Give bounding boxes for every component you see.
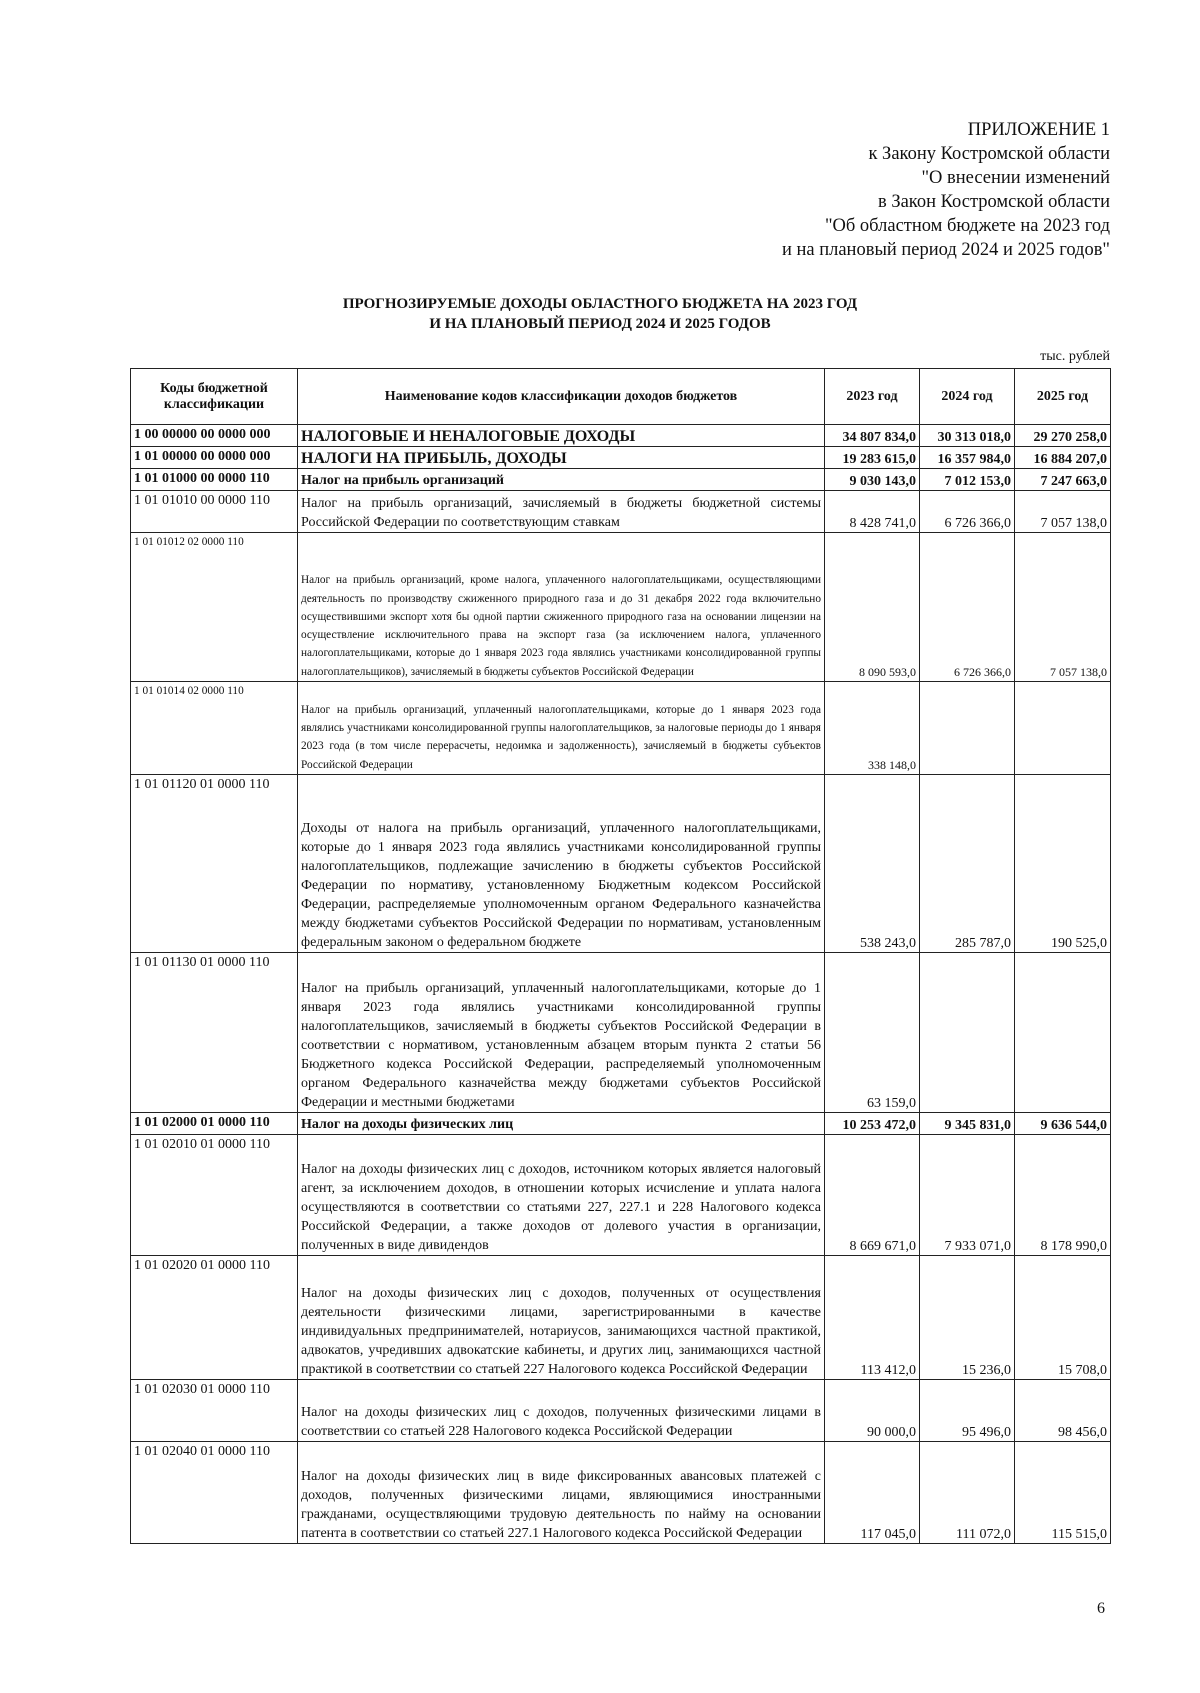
row-code: 1 01 00000 00 0000 000 <box>131 447 298 469</box>
row-2023: 113 412,0 <box>825 1256 920 1380</box>
row-2024: 7 012 153,0 <box>920 469 1015 491</box>
row-2023: 338 148,0 <box>825 682 920 775</box>
row-2024: 285 787,0 <box>920 775 1015 953</box>
row-2023: 8 428 741,0 <box>825 491 920 533</box>
table-row <box>131 425 1111 447</box>
row-2025: 16 884 207,0 <box>1015 447 1111 469</box>
row-2025 <box>1015 953 1111 1113</box>
row-2023: 538 243,0 <box>825 775 920 953</box>
row-name: Налог на доходы физических лиц с доходов, полученных физическими лицами в соответствии со статьей 228 Налогового кодекса Российской Федерации <box>298 1380 825 1442</box>
row-2025 <box>1015 682 1111 775</box>
row-2025: 29 270 258,0 <box>1015 425 1111 447</box>
row-name: Налог на доходы физических лиц <box>298 1113 825 1135</box>
table-row <box>131 953 1111 1113</box>
header-2023: 2023 год <box>825 369 920 425</box>
row-code: 1 01 02010 01 0000 110 <box>131 1135 298 1256</box>
row-2025: 15 708,0 <box>1015 1256 1111 1380</box>
row-code: 1 01 02040 01 0000 110 <box>131 1442 298 1544</box>
row-2023: 10 253 472,0 <box>825 1113 920 1135</box>
row-2025: 7 247 663,0 <box>1015 469 1111 491</box>
table-row <box>131 447 1111 469</box>
appendix-header <box>782 118 1110 262</box>
row-code: 1 01 02030 01 0000 110 <box>131 1380 298 1442</box>
row-name: Налог на доходы физических лиц с доходов, полученных от осуществления деятельности физическими лицами, зарегистрированными в качестве индивидуальных предпринимателей, нотариусов, занимающихся частной практикой, адвокатов, учредивших адвокатские кабинеты, и других лиц, занимающихся частной практикой в соответствии со статьей 227 Налогового кодекса Российской Федерации <box>298 1256 825 1380</box>
row-name: Налог на прибыль организаций, уплаченный налогоплательщиками, которые до 1 января 2023 года являлись участниками консолидированной группы налогоплательщиков, за налоговые периоды до 1 января 2023 года (в том числе перерасчеты, недоимка и задолженность), зачисляемый в бюджеты субъектов Российской Федерации <box>298 682 825 775</box>
row-2025: 98 456,0 <box>1015 1380 1111 1442</box>
units-label: тыс. рублей <box>1040 349 1110 364</box>
table-header-row <box>131 369 1111 425</box>
row-code: 1 01 01012 02 0000 110 <box>131 533 298 682</box>
row-2024: 95 496,0 <box>920 1380 1015 1442</box>
row-code: 1 01 01014 02 0000 110 <box>131 682 298 775</box>
row-2023: 63 159,0 <box>825 953 920 1113</box>
appendix-line: и на плановый период 2024 и 2025 годов" <box>781 240 1110 260</box>
row-name: НАЛОГОВЫЕ И НЕНАЛОГОВЫЕ ДОХОДЫ <box>298 425 825 447</box>
row-2024 <box>920 953 1015 1113</box>
row-name: Налог на доходы физических лиц с доходов, источником которых является налоговый агент, за исключением доходов, в отношении которых исчисление и уплата налога осуществляются в соответствии со статьями 227, 227.1 и 228 Налогового кодекса Российской Федерации, а также доходов от долевого участия в организации, полученных в виде дивидендов <box>298 1135 825 1256</box>
table-row <box>131 469 1111 491</box>
appendix-line: "Об областном бюджете на 2023 год <box>824 216 1110 236</box>
header-code: Коды бюджетной классификации <box>131 369 298 425</box>
header-2025: 2025 год <box>1015 369 1111 425</box>
row-2023: 19 283 615,0 <box>825 447 920 469</box>
row-2024: 9 345 831,0 <box>920 1113 1015 1135</box>
table-row <box>131 1442 1111 1544</box>
table-row <box>131 1135 1111 1256</box>
row-2025: 8 178 990,0 <box>1015 1135 1111 1256</box>
row-2023: 8 090 593,0 <box>825 533 920 682</box>
row-name: Налог на прибыль организаций, уплаченный налогоплательщиками, которые до 1 января 2023 года являлись участниками консолидированной группы налогоплательщиков, зачисляемый в бюджеты субъектов Российской Федерации в соответствии с нормативом, установленным абзацем вторым пункта 2 статьи 56 Бюджетного кодекса Российской Федерации, распределяемый уполномоченным органом Федерального казначейства между бюджетами субъектов Российской Федерации и местными бюджетами <box>298 953 825 1113</box>
row-name: НАЛОГИ НА ПРИБЫЛЬ, ДОХОДЫ <box>298 447 825 469</box>
budget-table <box>130 368 1111 1544</box>
table-row <box>131 491 1111 533</box>
table-row <box>131 682 1111 775</box>
document-title-line: ПРОГНОЗИРУЕМЫЕ ДОХОДЫ ОБЛАСТНОГО БЮДЖЕТА НА 2023 ГОД <box>342 296 858 312</box>
table-row <box>131 775 1111 953</box>
row-2023: 8 669 671,0 <box>825 1135 920 1256</box>
row-2023: 90 000,0 <box>825 1380 920 1442</box>
row-2024: 15 236,0 <box>920 1256 1015 1380</box>
row-2023: 117 045,0 <box>825 1442 920 1544</box>
table-row <box>131 1380 1111 1442</box>
row-2023: 34 807 834,0 <box>825 425 920 447</box>
row-code: 1 01 01130 01 0000 110 <box>131 953 298 1113</box>
row-name: Налог на доходы физических лиц в виде фиксированных авансовых платежей с доходов, полученных физическими лицами, являющимися иностранными гражданами, осуществляющими трудовую деятельность по найму на основании патента в соответствии со статьей 227.1 Налогового кодекса Российской Федерации <box>298 1442 825 1544</box>
row-code: 1 01 01010 00 0000 110 <box>131 491 298 533</box>
row-name: Налог на прибыль организаций, зачисляемый в бюджеты бюджетной системы Российской Федерации по соответствующим ставкам <box>298 491 825 533</box>
row-2025: 7 057 138,0 <box>1015 533 1111 682</box>
appendix-line: в Закон Костромской области <box>877 192 1110 212</box>
row-2024: 30 313 018,0 <box>920 425 1015 447</box>
document-title <box>0 294 1200 334</box>
row-code: 1 01 01120 01 0000 110 <box>131 775 298 953</box>
page-number: 6 <box>1097 1600 1105 1617</box>
row-2025: 7 057 138,0 <box>1015 491 1111 533</box>
row-code: 1 01 01000 00 0000 110 <box>131 469 298 491</box>
row-code: 1 01 02000 01 0000 110 <box>131 1113 298 1135</box>
appendix-line: ПРИЛОЖЕНИЕ 1 <box>967 120 1110 140</box>
appendix-line: к Закону Костромской области <box>868 144 1110 164</box>
row-2025: 9 636 544,0 <box>1015 1113 1111 1135</box>
appendix-line: "О внесении изменений <box>921 168 1110 188</box>
row-2025: 190 525,0 <box>1015 775 1111 953</box>
row-2023: 9 030 143,0 <box>825 469 920 491</box>
row-code: 1 00 00000 00 0000 000 <box>131 425 298 447</box>
table-row <box>131 1256 1111 1380</box>
header-2024: 2024 год <box>920 369 1015 425</box>
row-name: Налог на прибыль организаций <box>298 469 825 491</box>
document-title-line: И НА ПЛАНОВЫЙ ПЕРИОД 2024 И 2025 ГОДОВ <box>429 316 771 332</box>
row-2024: 16 357 984,0 <box>920 447 1015 469</box>
row-name: Налог на прибыль организаций, кроме налога, уплаченного налогоплательщиками, осуществляющими деятельность по производству сжиженного природного газа и до 31 декабря 2022 года включительно осуществившими экспорт хотя бы одной партии сжиженного природного газа на основании лицензии на осуществление исключительного права на экспорт газа (за исключением налога, уплаченного налогоплательщиками, которые до 1 января 2023 года являлись участниками консолидированной группы налогоплательщиков), зачисляемый в бюджеты субъектов Российской Федерации <box>298 533 825 682</box>
table-row <box>131 533 1111 682</box>
row-2024: 111 072,0 <box>920 1442 1015 1544</box>
row-2024 <box>920 682 1015 775</box>
row-2025: 115 515,0 <box>1015 1442 1111 1544</box>
header-name: Наименование кодов классификации доходов бюджетов <box>298 369 825 425</box>
row-2024: 6 726 366,0 <box>920 533 1015 682</box>
row-code: 1 01 02020 01 0000 110 <box>131 1256 298 1380</box>
row-2024: 7 933 071,0 <box>920 1135 1015 1256</box>
row-name: Доходы от налога на прибыль организаций, уплаченного налогоплательщиками, которые до 1 января 2023 года являлись участниками консолидированной группы налогоплательщиков, подлежащие зачислению в бюджеты субъектов Российской Федерации по нормативу, установленному Бюджетным кодексом Российской Федерации, распределяемые уполномоченным органом Федерального казначейства между бюджетами субъектов Российской Федерации по нормативам, установленным федеральным законом о федеральном бюджете <box>298 775 825 953</box>
table-row <box>131 1113 1111 1135</box>
row-2024: 6 726 366,0 <box>920 491 1015 533</box>
